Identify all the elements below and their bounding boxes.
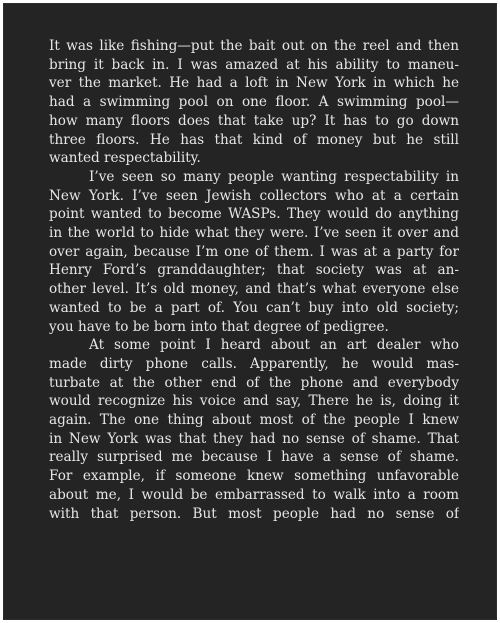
text-line: It was like fishing—put the bait out on the reel and then — [49, 38, 459, 54]
text-line: I’ve seen so many people wanting respectability in — [89, 168, 459, 185]
text-line: Henry Ford’s granddaughter; that society was at an- — [49, 262, 459, 279]
text-line: in New York was that they had no sense of shame. That — [49, 430, 459, 447]
painting-canvas — [3, 3, 497, 620]
text-line: point wanted to become WASPs. They would do anything — [49, 206, 459, 223]
text-line: three floors. He has that kind of money but he still — [49, 131, 459, 148]
text-line: again. The one thing about most of the people I knew — [49, 412, 459, 429]
text-line: made dirty phone calls. Apparently, he would mas- — [49, 355, 459, 372]
text-line: in the world to hide what they were. I’ve seen it over and — [49, 225, 459, 242]
text-line: At some point I heard about an art dealer who — [89, 337, 459, 354]
text-line: about me, I would be embarrassed to walk into a room — [49, 486, 459, 503]
text-line: how many floors does that take up? It has to go down — [49, 112, 459, 129]
text-line: other level. It’s old money, and that’s what everyone else — [49, 281, 459, 298]
text-line: New York. I’ve seen Jewish collectors who at a certain — [49, 187, 459, 204]
text-line: wanted respectability. — [49, 150, 201, 167]
paragraph-1 — [49, 37, 459, 168]
text-line: bring it back in. I was amazed at his ability to maneu- — [49, 56, 459, 73]
text-line: turbate at the other end of the phone and everybody — [49, 374, 459, 391]
text-line: over again, because I’m one of them. I was at a party for — [49, 243, 459, 260]
text-line: would recognize his voice and say, There he is, doing it — [49, 393, 459, 410]
text-line: ver the market. He had a loft in New York in which he — [49, 75, 459, 92]
text-line: really surprised me because I have a sense of shame. — [49, 449, 459, 466]
text-block — [49, 37, 459, 523]
paragraph-2 — [49, 168, 459, 336]
text-line: wanted to be a part of. You can’t buy into old society; — [49, 299, 459, 316]
paragraph-3 — [49, 336, 459, 523]
text-line: you have to be born into that degree of pedigree. — [49, 318, 389, 335]
text-line: had a swimming pool on one floor. A swimming pool— — [49, 94, 459, 111]
text-line: For example, if someone knew something unfavorable — [49, 468, 459, 485]
text-line: with that person. But most people had no sense of — [49, 505, 459, 522]
